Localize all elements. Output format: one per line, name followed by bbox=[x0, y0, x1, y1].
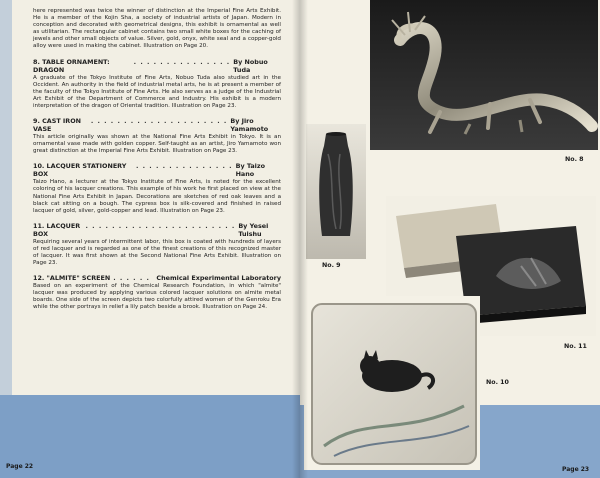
caption-no-8: No. 8 bbox=[565, 156, 584, 163]
leader-dots: . . . . . . . . . . . . . . . bbox=[133, 57, 231, 66]
caption-no-10: No. 10 bbox=[486, 379, 509, 386]
entry-title: 12. "ALMITE" SCREEN bbox=[33, 274, 111, 283]
caption-no-11: No. 11 bbox=[564, 343, 587, 350]
entry-heading bbox=[33, 162, 281, 178]
page-number-right: Page 23 bbox=[562, 466, 590, 473]
catalog-text-column bbox=[33, 8, 281, 319]
entry-author: By Taizo Hano bbox=[235, 162, 265, 179]
entry-body: Taizo Hano, a lecturer at the Tokyo Institute of Fine Arts, is noted for the excellent coloring of his lacquer creations. This example of his work he first placed on view at the National Fine Arts Exhibit in Japan. Decorations are sketches of red oak leaves and a black cat sitting on a bough. The cypress box is silk-covered and finished in raised lacquer of gold, silver, gold-copper and lead. Illustration on Page 23. bbox=[33, 179, 281, 214]
entry-body: Requiring several years of intermittent labor, this box is coated with hundreds of layers of red lacquer and is regarded as one of the finest creations of this recognized master of lacquer. It was first shown at the Second National Fine Arts Exhibit. Illustration on Page 23. bbox=[33, 238, 281, 267]
entry-author: By Yesei Tuishu bbox=[238, 221, 269, 238]
entry-author: By Jiro Yamamoto bbox=[230, 117, 269, 134]
entry-author: By Nobuo Tuda bbox=[233, 57, 268, 74]
entry-9 bbox=[33, 117, 281, 155]
left-bottom-blue-band bbox=[0, 395, 300, 478]
entry-title: 10. LACQUER STATIONERY BOX bbox=[33, 162, 127, 179]
entry-title: 9. CAST IRON VASE bbox=[33, 117, 82, 134]
entry-body: Based on an experiment of the Chemical Research Foundation, in which "almite" lacquer was produced by applying various colored lacquer solutions on almite metal boards. One side of the screen depicts two colorfully attired women of the Genroku Era while the other portrays in relief a lily patch beside a brook. Illustration on Page 24. bbox=[33, 283, 281, 311]
entry-heading bbox=[33, 117, 281, 133]
entry-body: A graduate of the Tokyo Institute of Fine Arts, Nobuo Tuda also studied art in the Occident. An authority in the field of industrial metal arts, he is at present a member of the faculty of the Tokyo Institute of Fine Arts. He also serves as a judge of the Industrial Art Exhibit of the Department of Commerce and Industry. His exhibit is a modern interpretation of the dragon of Oriental tradition. Illustration on Page 23. bbox=[33, 74, 281, 109]
caption-no-9: No. 9 bbox=[322, 262, 341, 269]
leader-dots: . . . . . . . . . . . . . . . bbox=[136, 162, 233, 171]
entry-12 bbox=[33, 274, 281, 311]
vase-photo bbox=[306, 124, 366, 259]
dragon-photo bbox=[370, 0, 598, 150]
book-gutter-shadow bbox=[292, 0, 308, 478]
intro-paragraph: here represented was twice the winner of distinction at the Imperial Fine Arts Exhibit. He is a member of the Kojin Sha, a society of industrial artists of Japan. Modern in conception and decorated with geometrical designs, this exhibit is ornamental as well as utilitarian. The rectangular cabinet contains two small white boxes for the caching of jewels and other small objects of value. Silver, gold, onyx, white seal and a copper-gold alloy were used in making the cabinet. Illustration on Page 20. bbox=[33, 8, 281, 50]
entry-heading bbox=[33, 58, 281, 74]
right-page bbox=[300, 0, 600, 478]
entry-author: Chemical Experimental Laboratory bbox=[156, 274, 281, 283]
lacquer-box-photo bbox=[304, 296, 480, 470]
leader-dots: . . . . . . bbox=[113, 274, 150, 283]
entry-body: This article originally was shown at the National Fine Arts Exhibit in Tokyo. It is an ornamental vase made with golden copper. Self-taught as an artist, Jiro Yamamoto won great distinction at the Imperial Fine Arts Exhibit. Illustration on Page 23. bbox=[33, 134, 281, 155]
page-number-left: Page 22 bbox=[6, 463, 34, 470]
entry-8 bbox=[33, 58, 281, 110]
leader-dots: . . . . . . . . . . . . . . . . . . . . . bbox=[90, 117, 228, 126]
entry-title: 11. LACQUER BOX bbox=[33, 221, 81, 238]
entry-heading bbox=[33, 222, 281, 238]
entry-heading bbox=[33, 274, 281, 282]
entry-title: 8. TABLE ORNAMENT: DRAGON bbox=[33, 57, 110, 74]
leader-dots: . . . . . . . . . . . . . . . . . . . . . . . bbox=[85, 221, 236, 230]
entry-10 bbox=[33, 162, 281, 214]
entry-11 bbox=[33, 222, 281, 267]
